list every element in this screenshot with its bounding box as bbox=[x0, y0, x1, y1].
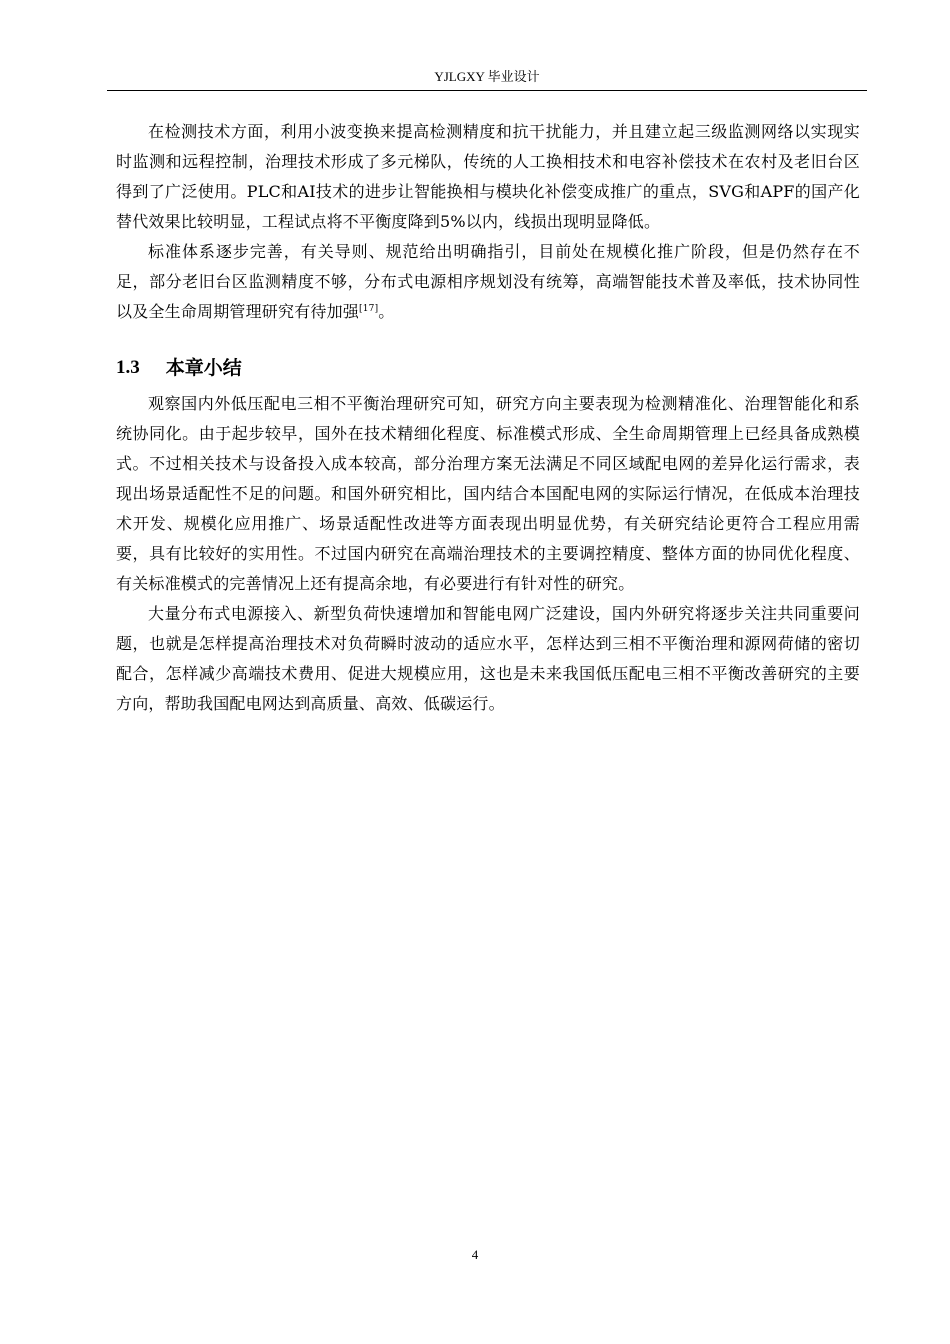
page-header: YJLGXY 毕业设计 bbox=[434, 69, 540, 84]
citation-reference[interactable]: [17] bbox=[359, 304, 379, 314]
document-body bbox=[116, 117, 860, 719]
paragraph-text: 标准体系逐步完善，有关导则、规范给出明确指引，目前处在规模化推广阶段，但是仍然存在不足，部分老旧台区监测精度不够，分布式电源相序规划没有统筹，高端智能技术普及率低，技术协同性以及全生命周期管理研究有待加强 bbox=[116, 242, 860, 321]
paragraph-text: 观察国内外低压配电三相不平衡治理研究可知，研究方向主要表现为检测精准化、治理智能化和系统协同化。由于起步较早，国外在技术精细化程度、标准模式形成、全生命周期管理上已经具备成熟模式。不过相关技术与设备投入成本较高，部分治理方案无法满足不同区域配电网的差异化运行需求，表现出场景适配性不足的问题。和国外研究相比，国内结合本国配电网的实际运行情况，在低成本治理技术开发、规模化应用推广、场景适配性改进等方面表现出明显优势，有关研究结论更符合工程应用需要，具有比较好的实用性。不过国内研究在高端治理技术的主要调控精度、整体方面的协同优化程度、有关标准模式的完善情况上还有提高余地，有必要进行有针对性的研究。 bbox=[116, 394, 860, 593]
section-number: 1.3 bbox=[116, 357, 140, 378]
paragraph-standard-system bbox=[116, 237, 860, 327]
paragraph-text: 在检测技术方面，利用小波变换来提高检测精度和抗干扰能力，并且建立起三级监测网络以实现实时监测和远程控制，治理技术形成了多元梯队，传统的人工换相技术和电容补偿技术在农村及老旧台区得到了广泛使用。PLC和AI技术的进步让智能换相与模块化补偿变成推广的重点，SVG和APF的国产化替代效果比较明显，工程试点将不平衡度降到5%以内，线损出现明显降低。 bbox=[116, 122, 860, 231]
paragraph-future-direction bbox=[116, 599, 860, 719]
section-heading bbox=[116, 353, 860, 383]
header-rule bbox=[107, 90, 867, 91]
paragraph-tail: 。 bbox=[378, 302, 395, 321]
paragraph-text: 大量分布式电源接入、新型负荷快速增加和智能电网广泛建设，国内外研究将逐步关注共同重要问题，也就是怎样提高治理技术对负荷瞬时波动的适应水平，怎样达到三相不平衡治理和源网荷储的密切配合，怎样减少高端技术费用、促进大规模应用，这也是未来我国低压配电三相不平衡改善研究的主要方向，帮助我国配电网达到高质量、高效、低碳运行。 bbox=[116, 604, 860, 713]
paragraph-detection-technology bbox=[116, 117, 860, 237]
section-title: 本章小结 bbox=[165, 357, 242, 379]
page-number: 4 bbox=[471, 1247, 479, 1262]
paragraph-summary-comparison bbox=[116, 389, 860, 599]
